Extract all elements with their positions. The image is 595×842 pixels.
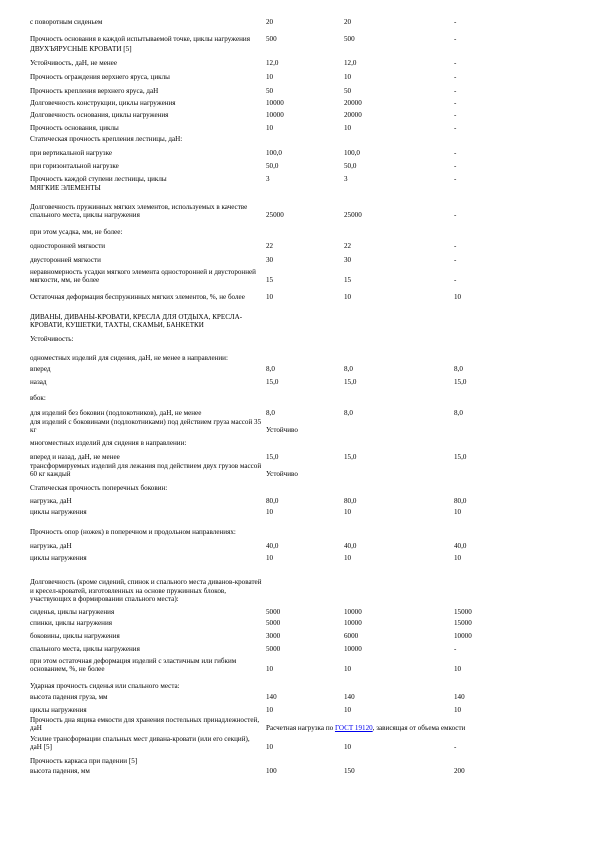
row-label: при горизонтальной нагрузке — [30, 161, 119, 170]
value-col-3: 15000 — [454, 618, 472, 627]
value-col-2 — [344, 434, 454, 447]
value-col-2 — [344, 183, 454, 192]
load-note-after: , зависящая от объема емкости — [372, 723, 466, 732]
value-col-2: 10 — [344, 292, 352, 301]
value-col-2 — [344, 329, 454, 343]
value-col-2 — [344, 478, 454, 492]
value-col-3: 10 — [454, 553, 462, 562]
value-col-2 — [344, 219, 454, 236]
value-col-3: - — [454, 210, 457, 219]
value-col-3: - — [454, 241, 457, 250]
value-col-1: 10 — [266, 705, 274, 714]
value-col-3: - — [454, 148, 457, 157]
value-col-1: 10 — [266, 742, 274, 751]
table-row — [30, 362, 570, 373]
table-row — [30, 751, 570, 765]
row-label: для изделий без боковин (подлокотников), даН, не менее — [30, 408, 202, 417]
value-col-3: - — [454, 123, 457, 132]
value-col-3: 15,0 — [454, 452, 467, 461]
row-label: Устойчивость: — [30, 334, 74, 343]
value-col-1: 5000 — [266, 607, 281, 616]
row-label: циклы нагружения — [30, 705, 87, 714]
row-label: назад — [30, 377, 47, 386]
value-col-2: 15 — [344, 275, 352, 284]
row-label: с поворотным сиденьем — [30, 17, 103, 26]
value-col-3: - — [454, 17, 457, 26]
table-row — [30, 732, 570, 751]
value-col-2: 10000 — [344, 607, 362, 616]
table-row — [30, 157, 570, 170]
row-label: односторонней мягкости — [30, 241, 106, 250]
table-row — [30, 461, 570, 478]
row-label: трансформируемых изделий для лежания под действием двух грузов массой 60 кг каждый — [30, 461, 262, 478]
value-col-1: 15,0 — [266, 452, 279, 461]
row-label: Прочность основания в каждой испытываемой точке, циклы нагружения — [30, 34, 250, 43]
value-col-3: 80,0 — [454, 496, 467, 505]
value-col-1: 8,0 — [266, 364, 275, 373]
row-label: Ударная прочность сиденья или спального места: — [30, 681, 180, 690]
row-label: Статическая прочность поперечных боковин: — [30, 483, 168, 492]
value-col-3: 40,0 — [454, 541, 467, 550]
table-row — [30, 616, 570, 627]
row-label: при этом усадка, мм, не более: — [30, 227, 123, 236]
value-col-2: 10 — [344, 664, 352, 673]
value-col-1: 40,0 — [266, 541, 279, 550]
row-label: нагрузка, даН — [30, 496, 72, 505]
value-col-2: 30 — [344, 255, 352, 264]
value-col-2: 10 — [344, 507, 352, 516]
table-row — [30, 492, 570, 505]
table-row — [30, 516, 570, 536]
value-col-1: 30 — [266, 255, 274, 264]
value-col-1: 3000 — [266, 631, 281, 640]
value-col-1 — [266, 434, 344, 447]
value-col-3 — [454, 434, 570, 447]
row-label: высота падения, мм — [30, 766, 90, 775]
value-col-3: 10 — [454, 664, 462, 673]
row-label: вперед и назад, даН, не менее — [30, 452, 120, 461]
row-label: сиденья, циклы нагружения — [30, 607, 115, 616]
value-col-1 — [266, 343, 344, 362]
value-col-3: - — [454, 174, 457, 183]
value-col-2 — [344, 132, 454, 143]
value-col-3: 140 — [454, 692, 465, 701]
table-row — [30, 284, 570, 301]
table-row — [30, 478, 570, 492]
value-col-2: 10000 — [344, 618, 362, 627]
value-col-1 — [266, 478, 344, 492]
gost-link[interactable]: ГОСТ 19120 — [334, 723, 373, 732]
value-col-1 — [266, 386, 344, 402]
value-col-3 — [454, 751, 570, 765]
value-col-2 — [344, 516, 454, 536]
value-col-2 — [344, 43, 454, 53]
row-label: Прочность дна ящика емкости для хранения постельных принадлежностей, даН — [30, 715, 260, 732]
load-note-before: Расчетная нагрузка по — [266, 723, 334, 732]
value-col-1: 10 — [266, 292, 274, 301]
row-label: неравномерность усадки мягкого элемента односторонней и двусторонней мягкости, мм, не более — [30, 267, 256, 284]
table-row — [30, 107, 570, 119]
table-row — [30, 417, 570, 434]
value-col-3 — [454, 43, 570, 53]
value-col-2 — [344, 417, 454, 434]
value-col-2: 50 — [344, 86, 352, 95]
row-label: циклы нагружения — [30, 507, 87, 516]
value-col-2: 10000 — [344, 644, 362, 653]
value-col-2 — [344, 751, 454, 765]
value-col-3: - — [454, 644, 457, 653]
value-col-1: 10000 — [266, 110, 284, 119]
value-col-2: 12,0 — [344, 58, 357, 67]
load-note — [266, 714, 570, 732]
value-col-1: 25000 — [266, 210, 284, 219]
value-col-3: 15,0 — [454, 377, 467, 386]
value-col-2 — [344, 461, 454, 478]
value-col-2: 140 — [344, 692, 355, 701]
row-label: вбок: — [30, 393, 46, 402]
value-col-1: 10 — [266, 664, 274, 673]
value-col-3 — [454, 461, 570, 478]
row-label: Прочность крепления верхнего яруса, даН — [30, 86, 159, 95]
table-row — [30, 640, 570, 653]
value-col-1: 10 — [266, 72, 274, 81]
value-col-3: - — [454, 110, 457, 119]
value-col-2: 6000 — [344, 631, 359, 640]
table-row — [30, 714, 570, 732]
row-label: для изделий с боковинами (подлокотниками) под действием груза массой 35 кг — [30, 417, 262, 434]
value-col-2: 20000 — [344, 110, 362, 119]
value-col-1: 10000 — [266, 98, 284, 107]
value-col-2: 150 — [344, 766, 355, 775]
table-body — [30, 17, 570, 714]
row-label: Прочность опор (ножек) в поперечном и продольном направлениях: — [30, 527, 236, 536]
value-col-1 — [266, 562, 344, 603]
value-col-1: 50 — [266, 86, 274, 95]
row-label: Усилие трансформации спальных мест дивана-кровати (или его секций), даН [5] — [30, 734, 250, 751]
row-label: Устойчивость, даН, не менее — [30, 58, 117, 67]
value-col-2: 80,0 — [344, 496, 357, 505]
row-label: Прочность каркаса при падении [5] — [30, 756, 138, 765]
value-col-3 — [454, 478, 570, 492]
row-label: Долговечность (кроме сидений, спинок и спального места диванов-кроватей и кресел-кроватей, изготовленных на основе пружинных блоков, участвующих в формировании спального места): — [30, 578, 262, 603]
row-label: Остаточная деформация беспружинных мягких элементов, %, не более — [30, 292, 245, 301]
value-col-1: 15,0 — [266, 377, 279, 386]
table-row — [30, 562, 570, 603]
row-label: высота падения груза, мм — [30, 692, 108, 701]
row-label: Прочность основания, циклы — [30, 123, 119, 132]
value-col-1: 8,0 — [266, 408, 275, 417]
value-col-2: 500 — [344, 34, 355, 43]
value-col-1: 12,0 — [266, 58, 279, 67]
value-col-1: 15 — [266, 275, 274, 284]
value-col-1: 20 — [266, 17, 274, 26]
value-col-2: 22 — [344, 241, 352, 250]
value-col-1: 3 — [266, 174, 270, 183]
row-label: ДВУХЪЯРУСНЫЕ КРОВАТИ [5] — [30, 44, 132, 53]
row-label: двусторонней мягкости — [30, 255, 101, 264]
value-col-3: 10 — [454, 705, 462, 714]
value-col-3 — [454, 562, 570, 603]
value-col-1: 10 — [266, 123, 274, 132]
table-row — [30, 26, 570, 43]
table-row — [30, 17, 570, 26]
value-col-2: 50,0 — [344, 161, 357, 170]
load-row-group — [30, 714, 570, 732]
value-col-1: 22 — [266, 241, 274, 250]
value-col-1 — [266, 183, 344, 192]
value-col-2: 40,0 — [344, 541, 357, 550]
table-row — [30, 53, 570, 67]
value-col-1: Устойчиво — [266, 469, 298, 478]
table-row — [30, 67, 570, 81]
table-row — [30, 701, 570, 714]
value-col-1: 10 — [266, 553, 274, 562]
row-label: многоместных изделий для сидения в направлении: — [30, 438, 187, 447]
requirements-table — [30, 17, 570, 775]
table-row — [30, 550, 570, 562]
value-col-3 — [454, 516, 570, 536]
value-col-3: 15000 — [454, 607, 472, 616]
value-col-1 — [266, 301, 344, 329]
value-col-1: Устойчиво — [266, 425, 298, 434]
row-label: при этом остаточная деформация изделий с эластичным или гибким основанием, %, не более — [30, 656, 237, 673]
value-col-3: - — [454, 72, 457, 81]
section-heading-row — [30, 43, 570, 53]
table-row — [30, 95, 570, 107]
row-label: МЯГКИЕ ЭЛЕМЕНТЫ — [30, 183, 101, 192]
row-label: нагрузка, даН — [30, 541, 72, 550]
row-label: ДИВАНЫ, ДИВАНЫ-КРОВАТИ, КРЕСЛА ДЛЯ ОТДЫХА, КРЕСЛА-КРОВАТИ, КУШЕТКИ, ТАХТЫ, СКАМЬИ, БАНКЕТКИ — [30, 312, 243, 329]
value-col-2 — [344, 562, 454, 603]
value-col-2: 10 — [344, 742, 352, 751]
value-col-3 — [454, 417, 570, 434]
value-col-3 — [454, 386, 570, 402]
row-label: боковины, циклы нагружения — [30, 631, 120, 640]
row-label: Прочность ограждения верхнего яруса, циклы — [30, 72, 170, 81]
table-row — [30, 119, 570, 132]
value-col-3: - — [454, 98, 457, 107]
table-row — [30, 132, 570, 143]
value-col-2 — [344, 343, 454, 362]
value-col-3 — [454, 329, 570, 343]
value-col-1: 100 — [266, 766, 277, 775]
table-row — [30, 329, 570, 343]
value-col-1 — [266, 219, 344, 236]
value-col-1: 500 — [266, 34, 277, 43]
table-row — [30, 219, 570, 236]
value-col-3: - — [454, 255, 457, 264]
value-col-3 — [454, 343, 570, 362]
value-col-2 — [344, 386, 454, 402]
value-col-3 — [454, 301, 570, 329]
row-label: Долговечность основания, циклы нагружения — [30, 110, 169, 119]
value-col-2 — [344, 673, 454, 690]
value-col-3 — [454, 219, 570, 236]
table-row — [30, 170, 570, 183]
value-col-3: 10000 — [454, 631, 472, 640]
table-row — [30, 373, 570, 386]
value-col-3: 200 — [454, 766, 465, 775]
table-row — [30, 264, 570, 284]
table-row — [30, 192, 570, 219]
value-col-3: 8,0 — [454, 364, 463, 373]
value-col-1 — [266, 132, 344, 143]
value-col-2: 20 — [344, 17, 352, 26]
value-col-1 — [266, 751, 344, 765]
table-row — [30, 690, 570, 701]
value-col-2: 10 — [344, 72, 352, 81]
value-col-2: 3 — [344, 174, 348, 183]
table-body-tail — [30, 732, 570, 775]
value-col-1 — [266, 673, 344, 690]
value-col-3 — [454, 132, 570, 143]
value-col-3: - — [454, 275, 457, 284]
value-col-3 — [454, 673, 570, 690]
table-row — [30, 603, 570, 616]
table-row — [30, 236, 570, 250]
row-label: спинки, циклы нагружения — [30, 618, 113, 627]
table-row — [30, 386, 570, 402]
table-row — [30, 673, 570, 690]
table-row — [30, 343, 570, 362]
row-label: при вертикальной нагрузке — [30, 148, 113, 157]
value-col-2: 10 — [344, 705, 352, 714]
value-col-2: 10 — [344, 123, 352, 132]
value-col-2: 10 — [344, 553, 352, 562]
value-col-3: 8,0 — [454, 408, 463, 417]
table-row — [30, 447, 570, 461]
value-col-3: - — [454, 742, 457, 751]
table-row — [30, 81, 570, 95]
value-col-1 — [266, 516, 344, 536]
value-col-1: 10 — [266, 507, 274, 516]
value-col-1: 5000 — [266, 644, 281, 653]
value-col-2: 100,0 — [344, 148, 360, 157]
value-col-2: 8,0 — [344, 364, 353, 373]
row-label: одноместных изделий для сидения, даН, не менее в направлении: — [30, 353, 228, 362]
value-col-3: - — [454, 58, 457, 67]
value-col-1: 5000 — [266, 618, 281, 627]
value-col-2 — [344, 301, 454, 329]
row-label: Долговечность пружинных мягких элементов, используемых в качестве спального места, циклы нагружения — [30, 202, 248, 219]
value-col-2: 8,0 — [344, 408, 353, 417]
row-label: циклы нагружения — [30, 553, 87, 562]
value-col-3 — [454, 183, 570, 192]
value-col-3: 10 — [454, 292, 462, 301]
table-row — [30, 765, 570, 775]
table-row — [30, 505, 570, 516]
table-row — [30, 536, 570, 550]
table-row — [30, 402, 570, 417]
value-col-2: 15,0 — [344, 377, 357, 386]
value-col-1 — [266, 329, 344, 343]
value-col-1: 100,0 — [266, 148, 282, 157]
table-row — [30, 250, 570, 264]
table-row — [30, 143, 570, 157]
value-col-2: 15,0 — [344, 452, 357, 461]
value-col-1 — [266, 43, 344, 53]
row-label: Статическая прочность крепления лестницы, даН: — [30, 134, 183, 143]
table-row — [30, 627, 570, 640]
value-col-1: 140 — [266, 692, 277, 701]
value-col-2: 25000 — [344, 210, 362, 219]
section-heading-row — [30, 183, 570, 192]
value-col-3: - — [454, 86, 457, 95]
table-row — [30, 434, 570, 447]
row-label: Прочность каждой ступени лестницы, циклы — [30, 174, 167, 183]
value-col-3: - — [454, 34, 457, 43]
table-row — [30, 653, 570, 673]
row-label: спального места, циклы нагружения — [30, 644, 140, 653]
value-col-1: 80,0 — [266, 496, 279, 505]
value-col-2: 20000 — [344, 98, 362, 107]
value-col-1: 50,0 — [266, 161, 279, 170]
section-heading-row — [30, 301, 570, 329]
value-col-3: - — [454, 161, 457, 170]
row-label: Долговечность конструкции, циклы нагружения — [30, 98, 176, 107]
value-col-3: 10 — [454, 507, 462, 516]
row-label: вперед — [30, 364, 51, 373]
document-page — [30, 17, 570, 775]
